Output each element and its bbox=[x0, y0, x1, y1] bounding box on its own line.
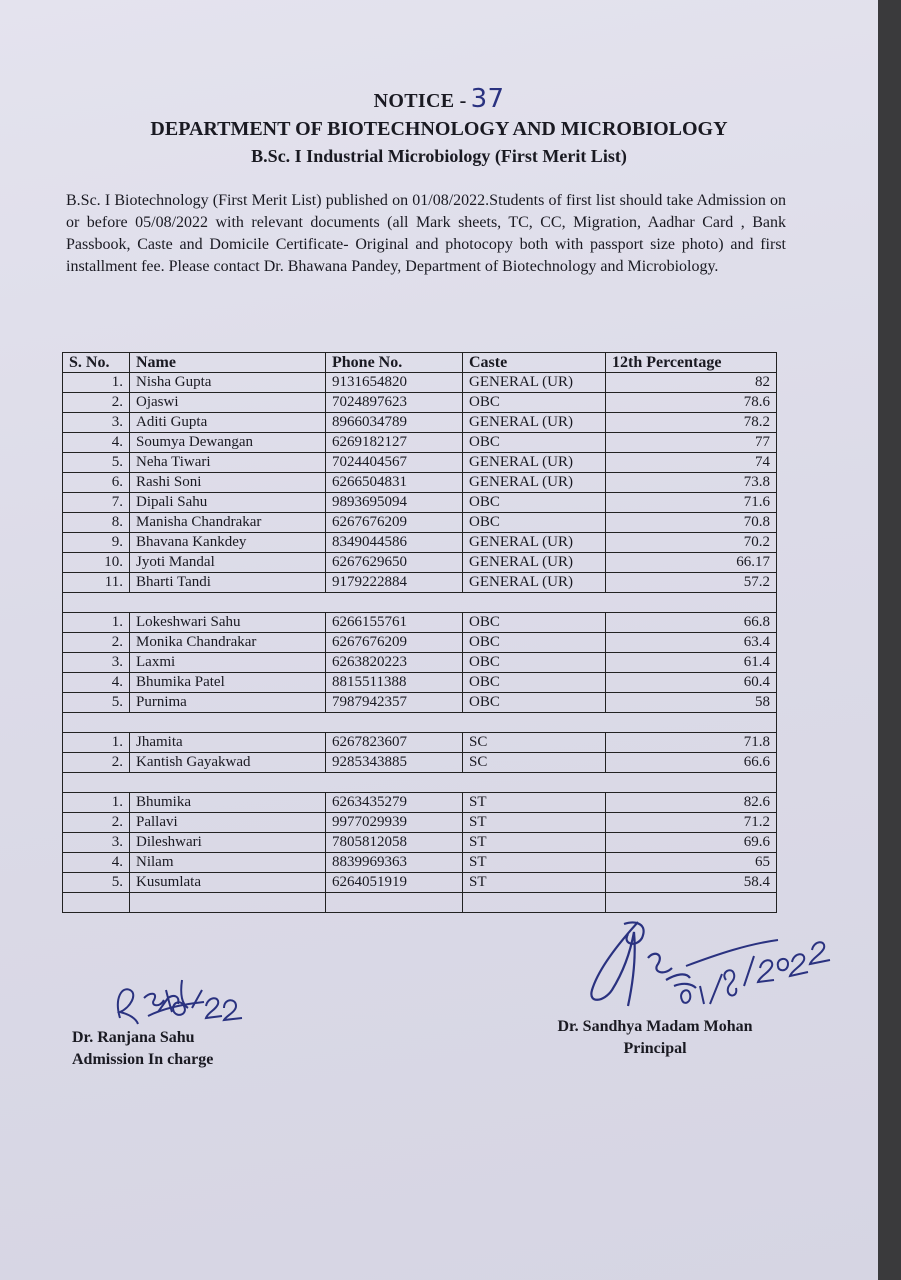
cell-percentage: 71.6 bbox=[606, 493, 777, 513]
cell-name: Aditi Gupta bbox=[130, 413, 326, 433]
separator-cell bbox=[63, 773, 777, 793]
empty-cell bbox=[130, 893, 326, 913]
cell-sno: 4. bbox=[63, 433, 130, 453]
cell-sno: 2. bbox=[63, 813, 130, 833]
cell-phone: 6267629650 bbox=[326, 553, 463, 573]
cell-caste: GENERAL (UR) bbox=[463, 573, 606, 593]
cell-phone: 7024404567 bbox=[326, 453, 463, 473]
cell-caste: SC bbox=[463, 733, 606, 753]
cell-name: Ojaswi bbox=[130, 393, 326, 413]
department-heading: DEPARTMENT OF BIOTECHNOLOGY AND MICROBIOLOGY bbox=[150, 118, 728, 140]
notice-body-text: B.Sc. I Biotechnology (First Merit List) published on 01/08/2022.Students of first list should take Admission on or before 05/08/2022 with relevant documents (all Mark sheets, TC, CC, Migration, Aadhar Card , Bank Passbook, Caste and Domicile Certificate- Original and photocopy both with passport size photo) and first installment fee. Please contact Dr. Bhawana Pandey, Department of Biotechnology and Microbiology. bbox=[66, 192, 786, 275]
cell-sno: 2. bbox=[63, 633, 130, 653]
cell-sno: 6. bbox=[63, 473, 130, 493]
cell-percentage: 66.6 bbox=[606, 753, 777, 773]
cell-caste: OBC bbox=[463, 433, 606, 453]
table-row bbox=[63, 513, 777, 533]
cell-caste: OBC bbox=[463, 693, 606, 713]
cell-name: Laxmi bbox=[130, 653, 326, 673]
cell-name: Dileshwari bbox=[130, 833, 326, 853]
cell-percentage: 73.8 bbox=[606, 473, 777, 493]
cell-phone: 9179222884 bbox=[326, 573, 463, 593]
cell-name: Kusumlata bbox=[130, 873, 326, 893]
cell-percentage: 70.8 bbox=[606, 513, 777, 533]
cell-caste: ST bbox=[463, 813, 606, 833]
table-row bbox=[63, 393, 777, 413]
cell-percentage: 71.2 bbox=[606, 813, 777, 833]
cell-sno: 1. bbox=[63, 793, 130, 813]
cell-phone: 8966034789 bbox=[326, 413, 463, 433]
cell-sno: 2. bbox=[63, 753, 130, 773]
cell-percentage: 74 bbox=[606, 453, 777, 473]
cell-caste: GENERAL (UR) bbox=[463, 473, 606, 493]
table-body bbox=[63, 373, 777, 913]
table-row bbox=[63, 833, 777, 853]
empty-cell bbox=[463, 893, 606, 913]
table-row bbox=[63, 793, 777, 813]
cell-percentage: 70.2 bbox=[606, 533, 777, 553]
cell-phone: 6266504831 bbox=[326, 473, 463, 493]
cell-sno: 1. bbox=[63, 733, 130, 753]
cell-name: Rashi Soni bbox=[130, 473, 326, 493]
cell-phone: 6263820223 bbox=[326, 653, 463, 673]
course-heading: B.Sc. I Industrial Microbiology (First Merit List) bbox=[251, 146, 627, 166]
cell-caste: ST bbox=[463, 853, 606, 873]
cell-percentage: 78.2 bbox=[606, 413, 777, 433]
table-row bbox=[63, 813, 777, 833]
notice-label: NOTICE - bbox=[373, 90, 467, 112]
cell-percentage: 60.4 bbox=[606, 673, 777, 693]
separator-cell bbox=[63, 713, 777, 733]
cell-phone: 8815511388 bbox=[326, 673, 463, 693]
table-row bbox=[63, 613, 777, 633]
cell-caste: OBC bbox=[463, 673, 606, 693]
cell-phone: 7987942357 bbox=[326, 693, 463, 713]
cell-phone: 6264051919 bbox=[326, 873, 463, 893]
cell-percentage: 66.17 bbox=[606, 553, 777, 573]
cell-caste: GENERAL (UR) bbox=[463, 553, 606, 573]
cell-percentage: 82.6 bbox=[606, 793, 777, 813]
table-row bbox=[63, 653, 777, 673]
cell-percentage: 58.4 bbox=[606, 873, 777, 893]
table-row bbox=[63, 853, 777, 873]
cell-phone: 9893695094 bbox=[326, 493, 463, 513]
cell-sno: 1. bbox=[63, 613, 130, 633]
notice-number: 37 bbox=[470, 84, 505, 114]
cell-phone: 9977029939 bbox=[326, 813, 463, 833]
cell-caste: SC bbox=[463, 753, 606, 773]
cell-name: Neha Tiwari bbox=[130, 453, 326, 473]
cell-sno: 3. bbox=[63, 833, 130, 853]
cell-caste: ST bbox=[463, 873, 606, 893]
cell-name: Jyoti Mandal bbox=[130, 553, 326, 573]
cell-sno: 3. bbox=[63, 413, 130, 433]
cell-sno: 5. bbox=[63, 873, 130, 893]
cell-name: Jhamita bbox=[130, 733, 326, 753]
cell-percentage: 78.6 bbox=[606, 393, 777, 413]
cell-phone: 6267676209 bbox=[326, 513, 463, 533]
cell-phone: 9285343885 bbox=[326, 753, 463, 773]
cell-caste: OBC bbox=[463, 613, 606, 633]
table-row bbox=[63, 373, 777, 393]
left-signature-block bbox=[72, 1027, 213, 1071]
right-signatory-name: Dr. Sandhya Madam Mohan bbox=[557, 1018, 753, 1035]
cell-caste: ST bbox=[463, 793, 606, 813]
cell-percentage: 58 bbox=[606, 693, 777, 713]
cell-sno: 4. bbox=[63, 853, 130, 873]
table-header-row bbox=[63, 353, 777, 373]
left-handwritten-signature bbox=[108, 968, 248, 1030]
empty-cell bbox=[63, 893, 130, 913]
cell-percentage: 65 bbox=[606, 853, 777, 873]
cell-percentage: 61.4 bbox=[606, 653, 777, 673]
cell-sno: 4. bbox=[63, 673, 130, 693]
table-row bbox=[63, 473, 777, 493]
cell-caste: OBC bbox=[463, 393, 606, 413]
cell-percentage: 77 bbox=[606, 433, 777, 453]
left-signatory-name: Dr. Ranjana Sahu bbox=[72, 1029, 195, 1046]
separator-row bbox=[63, 713, 777, 733]
cell-caste: OBC bbox=[463, 513, 606, 533]
table-row bbox=[63, 533, 777, 553]
table-row bbox=[63, 693, 777, 713]
cell-phone: 7805812058 bbox=[326, 833, 463, 853]
cell-percentage: 63.4 bbox=[606, 633, 777, 653]
cell-caste: OBC bbox=[463, 493, 606, 513]
separator-row bbox=[63, 593, 777, 613]
cell-phone: 8349044586 bbox=[326, 533, 463, 553]
cell-phone: 9131654820 bbox=[326, 373, 463, 393]
cell-caste: ST bbox=[463, 833, 606, 853]
cell-caste: OBC bbox=[463, 653, 606, 673]
table-row bbox=[63, 573, 777, 593]
cell-caste: OBC bbox=[463, 633, 606, 653]
separator-cell bbox=[63, 593, 777, 613]
table-row bbox=[63, 453, 777, 473]
cell-name: Monika Chandrakar bbox=[130, 633, 326, 653]
notice-title bbox=[0, 84, 878, 114]
table-row bbox=[63, 733, 777, 753]
cell-name: Nilam bbox=[130, 853, 326, 873]
cell-phone: 6266155761 bbox=[326, 613, 463, 633]
table-row bbox=[63, 873, 777, 893]
header-caste: Caste bbox=[463, 353, 606, 373]
cell-name: Kantish Gayakwad bbox=[130, 753, 326, 773]
cell-sno: 1. bbox=[63, 373, 130, 393]
cell-sno: 5. bbox=[63, 453, 130, 473]
separator-row bbox=[63, 773, 777, 793]
cell-name: Bhumika bbox=[130, 793, 326, 813]
cell-sno: 7. bbox=[63, 493, 130, 513]
cell-caste: GENERAL (UR) bbox=[463, 373, 606, 393]
cell-name: Nisha Gupta bbox=[130, 373, 326, 393]
header-percentage: 12th Percentage bbox=[606, 353, 777, 373]
table-row bbox=[63, 753, 777, 773]
cell-percentage: 66.8 bbox=[606, 613, 777, 633]
cell-sno: 10. bbox=[63, 553, 130, 573]
cell-sno: 5. bbox=[63, 693, 130, 713]
cell-percentage: 57.2 bbox=[606, 573, 777, 593]
cell-phone: 7024897623 bbox=[326, 393, 463, 413]
cell-phone: 6269182127 bbox=[326, 433, 463, 453]
cell-name: Dipali Sahu bbox=[130, 493, 326, 513]
cell-sno: 8. bbox=[63, 513, 130, 533]
cell-sno: 9. bbox=[63, 533, 130, 553]
cell-name: Bhavana Kankdey bbox=[130, 533, 326, 553]
cell-phone: 6263435279 bbox=[326, 793, 463, 813]
table-row bbox=[63, 553, 777, 573]
cell-name: Lokeshwari Sahu bbox=[130, 613, 326, 633]
cell-percentage: 71.8 bbox=[606, 733, 777, 753]
cell-caste: GENERAL (UR) bbox=[463, 453, 606, 473]
empty-cell bbox=[606, 893, 777, 913]
cell-sno: 3. bbox=[63, 653, 130, 673]
cell-name: Purnima bbox=[130, 693, 326, 713]
cell-name: Manisha Chandrakar bbox=[130, 513, 326, 533]
cell-phone: 6267676209 bbox=[326, 633, 463, 653]
left-signatory-title: Admission In charge bbox=[72, 1051, 214, 1068]
cell-percentage: 69.6 bbox=[606, 833, 777, 853]
cell-name: Pallavi bbox=[130, 813, 326, 833]
table-row bbox=[63, 413, 777, 433]
table-row bbox=[63, 673, 777, 693]
cell-name: Bharti Tandi bbox=[130, 573, 326, 593]
header-sno: S. No. bbox=[63, 353, 130, 373]
header-phone: Phone No. bbox=[326, 353, 463, 373]
header-name: Name bbox=[130, 353, 326, 373]
table-row bbox=[63, 493, 777, 513]
right-signature-block bbox=[540, 1016, 770, 1060]
table-row bbox=[63, 633, 777, 653]
separator-row bbox=[63, 893, 777, 913]
merit-list-table bbox=[62, 352, 777, 913]
table-row bbox=[63, 433, 777, 453]
cell-sno: 2. bbox=[63, 393, 130, 413]
right-handwritten-signature bbox=[578, 914, 838, 1016]
cell-phone: 6267823607 bbox=[326, 733, 463, 753]
cell-percentage: 82 bbox=[606, 373, 777, 393]
cell-caste: GENERAL (UR) bbox=[463, 413, 606, 433]
empty-cell bbox=[326, 893, 463, 913]
cell-caste: GENERAL (UR) bbox=[463, 533, 606, 553]
cell-sno: 11. bbox=[63, 573, 130, 593]
cell-phone: 8839969363 bbox=[326, 853, 463, 873]
cell-name: Soumya Dewangan bbox=[130, 433, 326, 453]
cell-name: Bhumika Patel bbox=[130, 673, 326, 693]
right-signatory-title: Principal bbox=[623, 1040, 687, 1057]
